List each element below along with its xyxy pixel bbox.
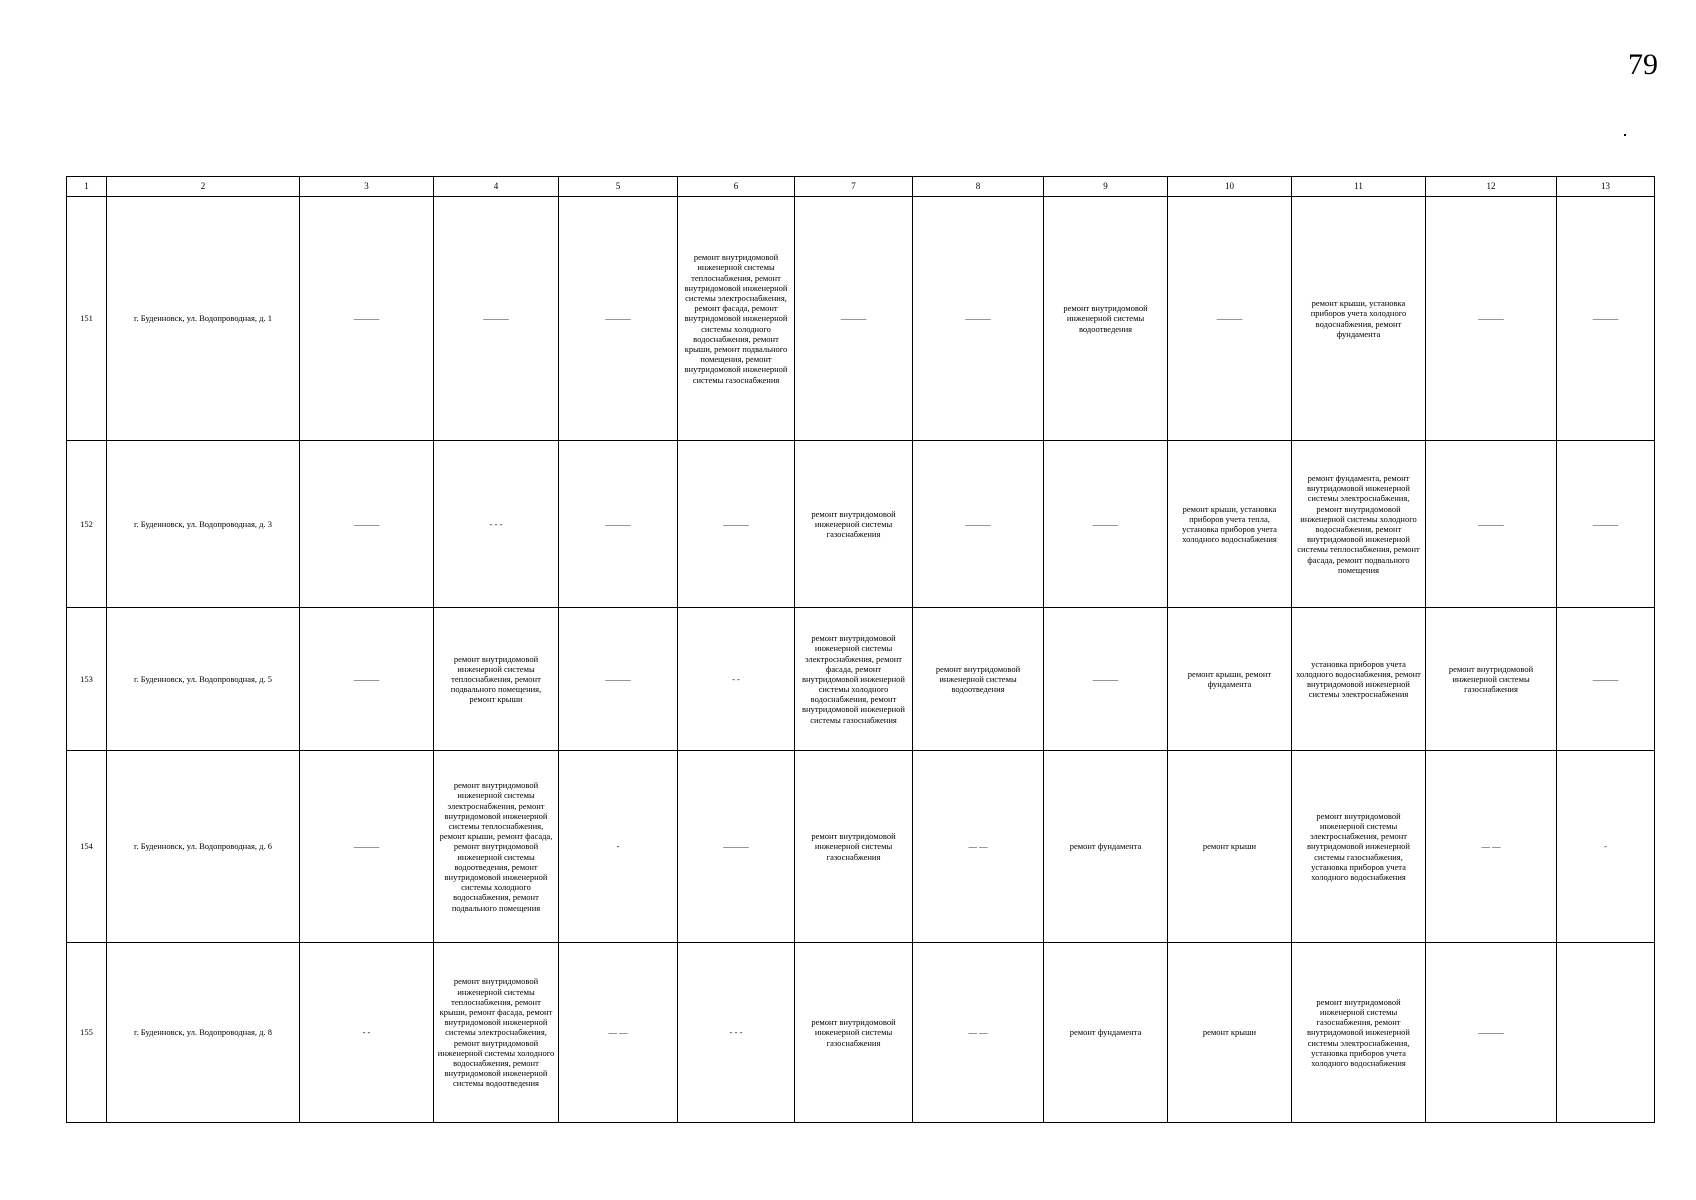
table-cell: ремонт внутридомовой инженерной системы водоотведения	[1044, 197, 1168, 441]
table-cell: ремонт внутридомовой инженерной системы электроснабжения, ремонт внутридомовой инженерной системы теплоснабжения, ремонт крыши, ремонт фасада, ремонт внутридомовой инженерной системы водоотведения, ремонт внутридомовой инженерной системы холодного водоснабжения, ремонт подвального помещения	[434, 751, 559, 943]
table-cell: ———	[1557, 608, 1655, 751]
address-cell: г. Буденновск, ул. Водопроводная, д. 5	[107, 608, 300, 751]
table-cell	[1557, 943, 1655, 1123]
table-cell: ремонт крыши, установка приборов учета холодного водоснабжения, ремонт фундамента	[1292, 197, 1426, 441]
table-row	[67, 197, 1655, 441]
table-cell: ———	[1168, 197, 1292, 441]
table-cell: — —	[559, 943, 678, 1123]
table-cell: ремонт крыши	[1168, 751, 1292, 943]
address-cell: г. Буденновск, ул. Водопроводная, д. 8	[107, 943, 300, 1123]
column-number: 1	[67, 177, 107, 197]
table-cell: ремонт внутридомовой инженерной системы газоснабжения	[795, 943, 913, 1123]
column-number: 6	[678, 177, 795, 197]
column-number: 8	[913, 177, 1044, 197]
table-cell: ———	[678, 751, 795, 943]
table-cell: ———	[1557, 441, 1655, 608]
table-cell: ремонт внутридомовой инженерной системы теплоснабжения, ремонт крыши, ремонт фасада, ремонт внутридомовой инженерной системы электроснабжения, ремонт внутридомовой инженерной системы холодного водоснабжения, ремонт внутридомовой инженерной системы водоотведения	[434, 943, 559, 1123]
column-number: 12	[1426, 177, 1557, 197]
table-row	[67, 751, 1655, 943]
row-number: 154	[67, 751, 107, 943]
page-number: 79	[1628, 48, 1658, 81]
scan-speck	[1624, 134, 1626, 136]
table-cell: ремонт крыши, установка приборов учета тепла, установка приборов учета холодного водоснабжения	[1168, 441, 1292, 608]
address-cell: г. Буденновск, ул. Водопроводная, д. 6	[107, 751, 300, 943]
table-cell: ———	[1044, 441, 1168, 608]
column-number: 3	[300, 177, 434, 197]
table-cell: ремонт внутридомовой инженерной системы теплоснабжения, ремонт подвального помещения, ремонт крыши	[434, 608, 559, 751]
table-cell: - - -	[434, 441, 559, 608]
table-cell: ремонт внутридомовой инженерной системы электроснабжения, ремонт внутридомовой инженерной системы газоснабжения, установка приборов учета холодного водоснабжения	[1292, 751, 1426, 943]
row-number: 153	[67, 608, 107, 751]
address-cell: г. Буденновск, ул. Водопроводная, д. 1	[107, 197, 300, 441]
row-number: 152	[67, 441, 107, 608]
column-number: 4	[434, 177, 559, 197]
table-cell: - - -	[678, 943, 795, 1123]
table-cell: ———	[913, 197, 1044, 441]
column-number: 2	[107, 177, 300, 197]
table-cell: ремонт фундамента, ремонт внутридомовой инженерной системы электроснабжения, ремонт внутридомовой инженерной системы холодного водоснабжения, ремонт внутридомовой инженерной системы теплоснабжения, ремонт фасада, ремонт подвального помещения	[1292, 441, 1426, 608]
column-number: 11	[1292, 177, 1426, 197]
table-cell: ремонт внутридомовой инженерной системы газоснабжения	[795, 441, 913, 608]
table-cell: ремонт фундамента	[1044, 943, 1168, 1123]
table-cell: -	[1557, 751, 1655, 943]
table-cell: ремонт крыши, ремонт фундамента	[1168, 608, 1292, 751]
table-cell: ———	[1426, 943, 1557, 1123]
table-cell: ———	[434, 197, 559, 441]
table-cell: ———	[559, 197, 678, 441]
column-number: 9	[1044, 177, 1168, 197]
table-cell: ремонт внутридомовой инженерной системы теплоснабжения, ремонт внутридомовой инженерной системы электроснабжения, ремонт фасада, ремонт внутридомовой инженерной системы холодного водоснабжения, ремонт крыши, ремонт подвального помещения, ремонт внутридомовой инженерной системы газоснабжения	[678, 197, 795, 441]
table-cell: ———	[300, 441, 434, 608]
table-cell: — —	[913, 943, 1044, 1123]
repair-register-table	[66, 176, 1655, 1123]
table-cell: ———	[300, 751, 434, 943]
table-cell: ремонт внутридомовой инженерной системы газоснабжения	[1426, 608, 1557, 751]
table-cell: ———	[1426, 197, 1557, 441]
table-cell: — —	[913, 751, 1044, 943]
column-number: 10	[1168, 177, 1292, 197]
table-cell: ———	[1426, 441, 1557, 608]
table-cell: ремонт внутридомовой инженерной системы электроснабжения, ремонт фасада, ремонт внутридомовой инженерной системы холодного водоснабжения, ремонт внутридомовой инженерной системы газоснабжения	[795, 608, 913, 751]
table-cell: ———	[300, 608, 434, 751]
column-number: 7	[795, 177, 913, 197]
table-row	[67, 608, 1655, 751]
table-cell: ———	[559, 608, 678, 751]
table-cell: ———	[559, 441, 678, 608]
table-cell: ———	[300, 197, 434, 441]
table-cell: установка приборов учета холодного водоснабжения, ремонт внутридомовой инженерной системы электроснабжения	[1292, 608, 1426, 751]
row-number: 155	[67, 943, 107, 1123]
table-cell: ———	[913, 441, 1044, 608]
table-cell: — —	[1426, 751, 1557, 943]
table-cell: ———	[678, 441, 795, 608]
table-cell: -	[559, 751, 678, 943]
table-cell: ремонт внутридомовой инженерной системы водоотведения	[913, 608, 1044, 751]
table-cell: ———	[795, 197, 913, 441]
column-number: 5	[559, 177, 678, 197]
table-cell: ———	[1557, 197, 1655, 441]
table-row	[67, 441, 1655, 608]
address-cell: г. Буденновск, ул. Водопроводная, д. 3	[107, 441, 300, 608]
row-number: 151	[67, 197, 107, 441]
table-cell: ремонт внутридомовой инженерной системы газоснабжения, ремонт внутридомовой инженерной системы электроснабжения, установка приборов учета холодного водоснабжения	[1292, 943, 1426, 1123]
table-cell: ремонт внутридомовой инженерной системы газоснабжения	[795, 751, 913, 943]
table-cell: - -	[678, 608, 795, 751]
table-cell: ———	[1044, 608, 1168, 751]
table-row	[67, 943, 1655, 1123]
table-cell: ремонт крыши	[1168, 943, 1292, 1123]
table-cell: ремонт фундамента	[1044, 751, 1168, 943]
column-number: 13	[1557, 177, 1655, 197]
table-cell: - -	[300, 943, 434, 1123]
column-number-row	[67, 177, 1655, 197]
